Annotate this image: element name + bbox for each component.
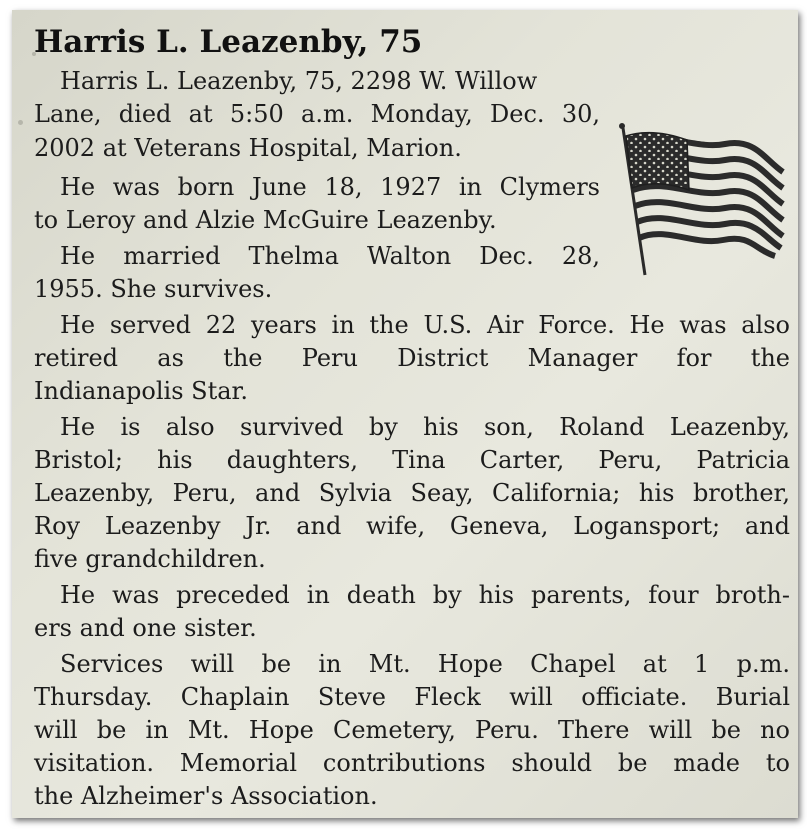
newspaper-clipping <box>12 10 798 818</box>
obituary-line: He married Thelma Walton Dec. 28, <box>60 242 600 270</box>
obituary-line: 2002 at Veterans Hospital, Marion. <box>34 134 462 162</box>
obituary-line: Indianapolis Star. <box>34 377 249 405</box>
obituary-line: will be in Mt. Hope Cemetery, Peru. There will be no <box>34 716 790 744</box>
obituary-line: ers and one sister. <box>34 614 257 642</box>
obituary-line: 1955. She survives. <box>34 275 273 303</box>
obituary-line: Harris L. Leazenby, 75, 2298 W. Willow <box>60 67 538 95</box>
obituary-line: the Alzheimer's Association. <box>34 782 378 810</box>
obituary-line: Lane, died at 5:50 a.m. Monday, Dec. 30, <box>34 100 600 128</box>
obituary-line: Roy Leazenby Jr. and wife, Geneva, Logansport; and <box>34 512 790 540</box>
pinhole-mark <box>18 120 23 125</box>
obituary-line: He is also survived by his son, Roland Leazenby, <box>60 413 790 441</box>
obituary-line: Services will be in Mt. Hope Chapel at 1 p.m. <box>60 650 790 678</box>
obituary-line: Bristol; his daughters, Tina Carter, Peru, Patricia <box>34 446 790 474</box>
obituary-line: He was preceded in death by his parents, four broth- <box>60 581 790 609</box>
obituary-line: He was born June 18, 1927 in Clymers <box>60 173 600 201</box>
obituary-line: visitation. Memorial contributions should be made to <box>34 749 790 777</box>
pinhole-mark <box>32 52 36 56</box>
obituary-line: to Leroy and Alzie McGuire Leazenby. <box>34 206 497 234</box>
obituary-line: He served 22 years in the U.S. Air Force. He was also <box>60 311 790 339</box>
american-flag-icon <box>615 120 787 280</box>
obituary-headline: Harris L. Leazenby, 75 <box>34 24 423 60</box>
obituary-line: retired as the Peru District Manager for the <box>34 344 790 372</box>
obituary-line: Thursday. Chaplain Steve Fleck will officiate. Burial <box>34 683 790 711</box>
obituary-line: five grandchildren. <box>34 545 266 573</box>
obituary-line: Leazenby, Peru, and Sylvia Seay, California; his brother, <box>34 479 790 507</box>
